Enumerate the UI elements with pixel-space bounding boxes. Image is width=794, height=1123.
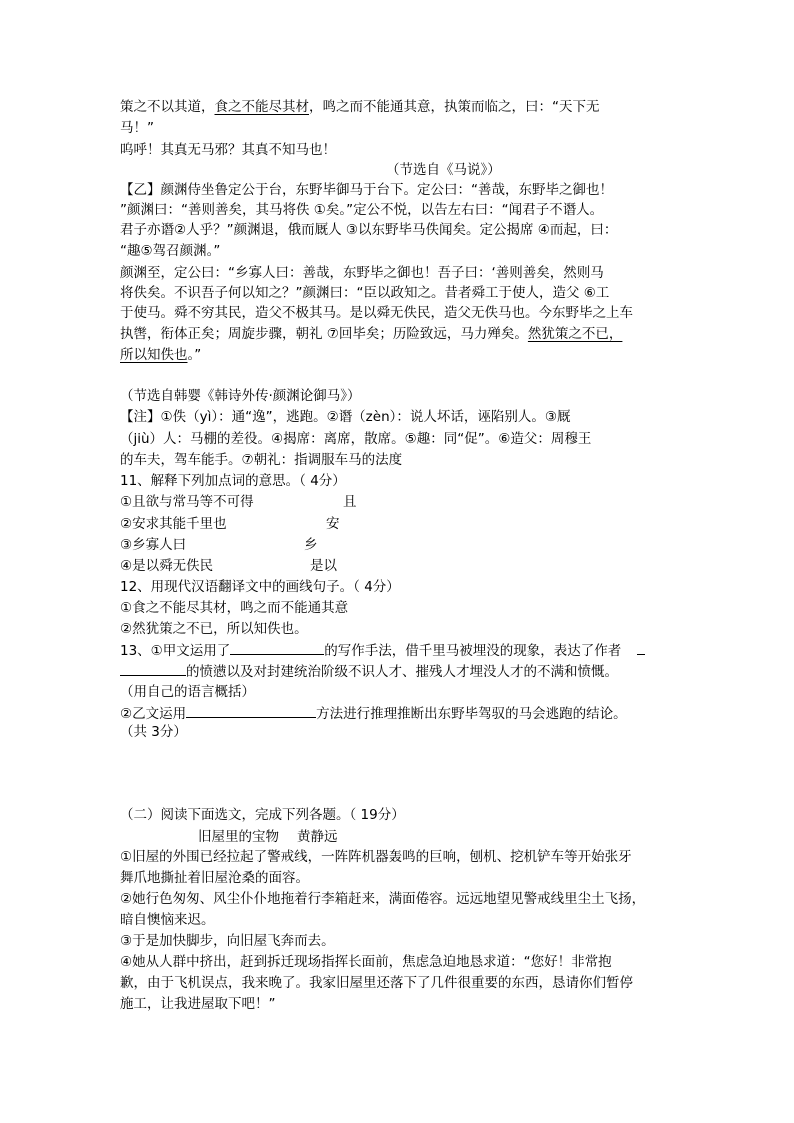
text-segment: 的愤懑以及对封建统治阶级不识人才、摧残人才埋没人才的不满和愤慨。	[186, 664, 618, 680]
answer-blank[interactable]	[230, 640, 324, 655]
text-segment: 的写作手法，借千里马被埋没的现象，表达了作者	[324, 643, 622, 659]
yi-line-2: ”颜渊曰：“善则善矣，其马将佚 ①矣。”定公不悦，以告左右曰：“闻君子不谮人。	[120, 202, 604, 218]
notes-line-2: （jiù）人：马棚的差役。④揭席：离席，散席。⑤趣：同“促”。⑥造父：周穆王	[120, 431, 592, 447]
q13-line-3: （用自己的语言概括）	[120, 684, 255, 700]
para-1-line-2: 舞爪地撕扯着旧屋沧桑的面容。	[120, 870, 309, 886]
part2-heading: （二）阅读下面选文，完成下列各题。（ 19分）	[120, 807, 405, 823]
jia-line-1	[120, 97, 600, 117]
para-4-line-3: 施工，让我进屋取下吧！”	[120, 996, 276, 1012]
q13-line-4	[120, 703, 627, 724]
q11-item-2-word: 安	[326, 516, 340, 532]
underlined-sentence: 然犹策之不已，	[527, 326, 623, 342]
notes-line-1: 【注】①佚（yì）：通“逸”，逃跑。②谮（zèn）：说人坏话，诬陷别人。③厩	[120, 409, 571, 425]
yi-line-5: 颜渊至，定公曰：“乡寡人曰：善哉，东野毕之御也！吾子曰：‘善则善矣，然则马	[120, 265, 604, 281]
q11-item-1	[120, 492, 254, 512]
para-4-line-1: ④她从人群中挤出，赶到拆迁现场指挥长面前，焦虑急迫地恳求道：“您好！非常抱	[120, 954, 612, 970]
yi-line-6: 将佚矣。不识吾子何以知之？”颜渊曰：“臣以政知之。昔者舜工于使人，造父 ⑥工	[120, 285, 610, 301]
text-segment: ，鸣之而不能通其意，执策而临之，曰：“天下无	[309, 99, 600, 115]
text-segment: ②乙文运用	[120, 706, 187, 722]
yi-line-1: 【乙】颜渊侍坐鲁定公于台，东野毕御马于台下。定公曰：“善哉，东野毕之御也！	[120, 182, 613, 198]
q13-line-2	[120, 661, 618, 682]
underlined-sentence: 所以知佚也	[120, 347, 188, 363]
text-segment: 执辔，衔体正矣；周旋步骤，朝礼 ⑦回毕矣；历险致远，马力殚矣。	[120, 326, 528, 342]
text-segment: 策之不以其道，	[120, 99, 215, 115]
underlined-sentence: 食之不能尽其材	[214, 99, 309, 115]
yi-line-9	[120, 345, 201, 365]
article-title: 旧屋里的宝物	[198, 829, 279, 845]
q11-item-2	[120, 514, 227, 534]
para-2-line-1: ②她行色匆匆、风尘仆仆地拖着行李箱赶来，满面倦容。远远地望见警戒线里尘土飞扬，	[120, 891, 646, 907]
article-author: 黄静远	[297, 829, 338, 845]
q11-item-text: ④是以舜无佚民	[120, 558, 214, 574]
q11-item-4	[120, 556, 213, 576]
jia-line-3: 呜呼！其真无马邪？其真不知马也！	[120, 142, 336, 158]
q13-line-5: （共 3分）	[120, 724, 187, 740]
q12-item-2: ②然犹策之不已，所以知佚也。	[120, 621, 308, 637]
q11-item-text: ②安求其能千里也	[120, 516, 227, 532]
q11-item-1-word: 且	[343, 494, 357, 510]
yi-line-3: 君子亦谮②人乎？”颜渊退，俄而厩人 ③以东野毕马佚闻矣。定公揭席 ④而起，曰：	[120, 222, 618, 238]
part2-title	[198, 827, 338, 847]
answer-blank[interactable]	[637, 640, 645, 655]
q11-item-text: ①且欲与常马等不可得	[120, 494, 254, 510]
para-3-line-1: ③于是加快脚步，向旧屋飞奔而去。	[120, 933, 335, 949]
text-segment: 13、①甲文运用了	[120, 643, 231, 659]
yi-line-4: “趣⑤驾召颜渊。”	[120, 243, 221, 259]
q13-line-1	[120, 640, 645, 661]
text-segment: 。”	[187, 347, 202, 363]
notes-line-3: 的车夫，驾车能手。⑦朝礼：指调服车马的法度	[120, 452, 403, 468]
para-1-line-1: ①旧屋的外围已经拉起了警戒线，一阵阵机器轰鸣的巨响，刨机、挖机铲车等开始张牙	[120, 849, 632, 865]
jia-line-2: 马！”	[120, 120, 154, 136]
yi-source: （节选自韩婴《韩诗外传·颜渊论御马》）	[120, 388, 361, 404]
q11-item-3	[120, 535, 186, 555]
q12-title: 12、用现代汉语翻译文中的画线句子。（ 4分）	[120, 579, 400, 595]
yi-line-7: 于使马。舜不穷其民，造父不极其马。是以舜无佚民，造父无佚马也。今东野毕之上车	[120, 305, 633, 321]
text-segment: 方法进行推理推断出东野毕驾驭的马会逃跑的结论。	[316, 706, 627, 722]
answer-blank[interactable]	[186, 703, 316, 718]
q11-title: 11、解释下列加点词的意思。（ 4分）	[120, 473, 346, 489]
para-4-line-2: 歉，由于飞机误点，我来晚了。我家旧屋里还落下了几件很重要的东西，恳请你们暂停	[120, 975, 633, 991]
q11-item-4-word: 是以	[310, 558, 337, 574]
q11-item-text: ③乡寡人曰	[120, 537, 187, 553]
jia-source: （节选自《马说》）	[386, 162, 501, 178]
para-2-line-2: 暗自懊恼来迟。	[120, 912, 215, 928]
q12-item-1: ①食之不能尽其材，鸣之而不能通其意	[120, 600, 349, 616]
q11-item-3-word: 乡	[304, 537, 318, 553]
yi-line-8	[120, 324, 622, 344]
answer-blank[interactable]	[120, 661, 186, 676]
